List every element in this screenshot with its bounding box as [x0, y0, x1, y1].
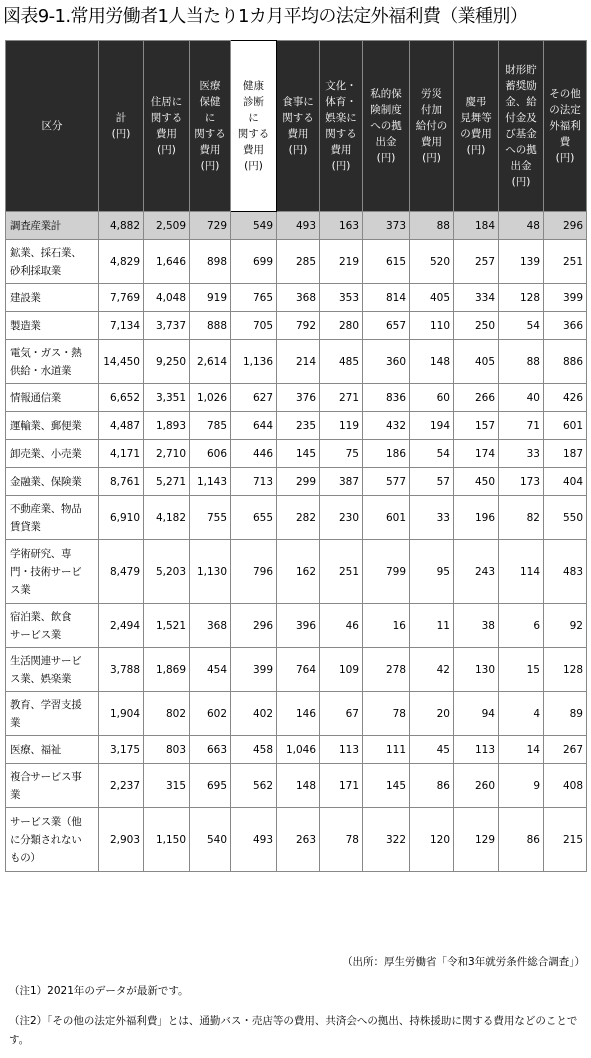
table-cell: 296 [231, 604, 277, 648]
table-cell: 8,479 [99, 540, 144, 604]
table-cell: 2,903 [99, 808, 144, 872]
table-cell: 299 [277, 468, 320, 496]
table-cell: 6,652 [99, 384, 144, 412]
table-cell: 796 [231, 540, 277, 604]
table-cell: 38 [454, 604, 499, 648]
table-cell: 94 [454, 692, 499, 736]
column-header: 医療 保健 に 関する 費用 (円) [190, 41, 231, 212]
table-cell: 113 [454, 736, 499, 764]
table-cell: 353 [320, 284, 363, 312]
table-cell: 540 [190, 808, 231, 872]
table-cell: 219 [320, 240, 363, 284]
table-cell: 16 [363, 604, 410, 648]
table-cell: 14 [499, 736, 544, 764]
welfare-cost-table [5, 40, 587, 872]
table-cell: 919 [190, 284, 231, 312]
table-cell: 792 [277, 312, 320, 340]
table-cell: 785 [190, 412, 231, 440]
column-header: その他 の法定 外福利 費 (円) [544, 41, 587, 212]
table-cell: 446 [231, 440, 277, 468]
table-cell: 296 [544, 212, 587, 240]
table-cell: 520 [410, 240, 454, 284]
table-row [6, 648, 587, 692]
table-cell: 549 [231, 212, 277, 240]
table-cell: 8,761 [99, 468, 144, 496]
table-cell: 898 [190, 240, 231, 284]
table-cell: 1,904 [99, 692, 144, 736]
table-cell: 888 [190, 312, 231, 340]
table-cell: 1,521 [144, 604, 190, 648]
table-cell: 257 [454, 240, 499, 284]
table-cell: 1,026 [190, 384, 231, 412]
table-cell: 9 [499, 764, 544, 808]
table-cell: 95 [410, 540, 454, 604]
table-cell: 601 [544, 412, 587, 440]
table-cell: 3,788 [99, 648, 144, 692]
table-row [6, 736, 587, 764]
column-header: 財形貯 蓄奨励 金、給 付金及 び基金 への拠 出金 (円) [499, 41, 544, 212]
table-cell: 54 [410, 440, 454, 468]
table-cell: 1,893 [144, 412, 190, 440]
table-cell: 368 [277, 284, 320, 312]
table-cell: 606 [190, 440, 231, 468]
table-cell: 114 [499, 540, 544, 604]
table-cell: 405 [410, 284, 454, 312]
table-cell: 251 [320, 540, 363, 604]
table-cell: 285 [277, 240, 320, 284]
table-cell: 194 [410, 412, 454, 440]
table-cell: 408 [544, 764, 587, 808]
table-cell: 1,150 [144, 808, 190, 872]
table-cell: 113 [320, 736, 363, 764]
page-title: 図表9-1.常用労働者1人当たり1カ月平均の法定外福利費（業種別） [3, 6, 528, 27]
column-header: 労災 付加 給付の 費用 (円) [410, 41, 454, 212]
table-cell: 128 [499, 284, 544, 312]
table-cell: 139 [499, 240, 544, 284]
row-label: 複合サービス事 業 [6, 764, 99, 808]
table-cell: 278 [363, 648, 410, 692]
table-cell: 454 [190, 648, 231, 692]
table-cell: 173 [499, 468, 544, 496]
table-cell: 644 [231, 412, 277, 440]
row-label: 電気・ガス・熱 供給・水道業 [6, 340, 99, 384]
table-cell: 4,829 [99, 240, 144, 284]
table-cell: 82 [499, 496, 544, 540]
row-label: 卸売業、小売業 [6, 440, 99, 468]
table-row [6, 496, 587, 540]
table-cell: 78 [363, 692, 410, 736]
table-cell: 71 [499, 412, 544, 440]
table-cell: 109 [320, 648, 363, 692]
table-cell: 9,250 [144, 340, 190, 384]
row-label: 金融業、保険業 [6, 468, 99, 496]
table-cell: 368 [190, 604, 231, 648]
table-row [6, 212, 587, 240]
table-cell: 396 [277, 604, 320, 648]
table-cell: 2,710 [144, 440, 190, 468]
table-cell: 214 [277, 340, 320, 384]
row-label: サービス業（他 に分類されない もの） [6, 808, 99, 872]
table-cell: 1,130 [190, 540, 231, 604]
table-cell: 577 [363, 468, 410, 496]
table-cell: 86 [499, 808, 544, 872]
table-cell: 729 [190, 212, 231, 240]
table-cell: 1,136 [231, 340, 277, 384]
table-cell: 602 [190, 692, 231, 736]
table-cell: 1,046 [277, 736, 320, 764]
table-cell: 6 [499, 604, 544, 648]
table-cell: 2,614 [190, 340, 231, 384]
table-cell: 119 [320, 412, 363, 440]
table-cell: 148 [410, 340, 454, 384]
table-cell: 130 [454, 648, 499, 692]
table-cell: 387 [320, 468, 363, 496]
column-header: 慶弔 見舞等 の費用 (円) [454, 41, 499, 212]
column-header: 計 (円) [99, 41, 144, 212]
table-row [6, 468, 587, 496]
table-cell: 405 [454, 340, 499, 384]
table-cell: 196 [454, 496, 499, 540]
table-cell: 399 [544, 284, 587, 312]
table-cell: 886 [544, 340, 587, 384]
table-cell: 60 [410, 384, 454, 412]
table-row [6, 440, 587, 468]
table-cell: 230 [320, 496, 363, 540]
column-header: 住居に 関する 費用 (円) [144, 41, 190, 212]
table-cell: 315 [144, 764, 190, 808]
table-cell: 263 [277, 808, 320, 872]
table-cell: 33 [499, 440, 544, 468]
row-label: 鉱業、採石業、 砂利採取業 [6, 240, 99, 284]
table-cell: 404 [544, 468, 587, 496]
table-cell: 243 [454, 540, 499, 604]
table-cell: 186 [363, 440, 410, 468]
table-cell: 89 [544, 692, 587, 736]
table-cell: 215 [544, 808, 587, 872]
table-cell: 163 [320, 212, 363, 240]
table-cell: 88 [410, 212, 454, 240]
table-cell: 3,175 [99, 736, 144, 764]
table-cell: 267 [544, 736, 587, 764]
table-cell: 57 [410, 468, 454, 496]
table-cell: 271 [320, 384, 363, 412]
table-cell: 86 [410, 764, 454, 808]
table-cell: 1,143 [190, 468, 231, 496]
table-body [6, 212, 587, 872]
table-cell: 366 [544, 312, 587, 340]
table-cell: 4,182 [144, 496, 190, 540]
table-cell: 765 [231, 284, 277, 312]
table-row [6, 764, 587, 808]
table-cell: 235 [277, 412, 320, 440]
table-cell: 485 [320, 340, 363, 384]
table-cell: 120 [410, 808, 454, 872]
table-cell: 14,450 [99, 340, 144, 384]
source-note: （出所：厚生労働省「令和3年就労条件総合調査」） [342, 956, 585, 968]
table-cell: 695 [190, 764, 231, 808]
table-cell: 78 [320, 808, 363, 872]
table-cell: 282 [277, 496, 320, 540]
table-cell: 5,271 [144, 468, 190, 496]
table-cell: 426 [544, 384, 587, 412]
table-cell: 562 [231, 764, 277, 808]
table-row [6, 604, 587, 648]
table-cell: 88 [499, 340, 544, 384]
table-cell: 4,882 [99, 212, 144, 240]
table-cell: 657 [363, 312, 410, 340]
column-header: 文化・ 体育・ 娯楽に 関する 費用 (円) [320, 41, 363, 212]
row-label: 建設業 [6, 284, 99, 312]
table-cell: 373 [363, 212, 410, 240]
table-cell: 148 [277, 764, 320, 808]
row-label: 学術研究、専 門・技術サービ ス業 [6, 540, 99, 604]
table-cell: 7,134 [99, 312, 144, 340]
row-label: 情報通信業 [6, 384, 99, 412]
table-cell: 111 [363, 736, 410, 764]
table-row [6, 808, 587, 872]
table-cell: 280 [320, 312, 363, 340]
table-row [6, 340, 587, 384]
table-cell: 3,351 [144, 384, 190, 412]
table-cell: 4,487 [99, 412, 144, 440]
table-cell: 7,769 [99, 284, 144, 312]
table-cell: 764 [277, 648, 320, 692]
table-cell: 493 [231, 808, 277, 872]
table-cell: 360 [363, 340, 410, 384]
table-cell: 162 [277, 540, 320, 604]
table-cell: 251 [544, 240, 587, 284]
footnote-1: （注1）2021年のデータが最新です。 [9, 985, 189, 997]
table-cell: 376 [277, 384, 320, 412]
column-header: 食事に 関する 費用 (円) [277, 41, 320, 212]
table-cell: 836 [363, 384, 410, 412]
table-row [6, 692, 587, 736]
table-cell: 601 [363, 496, 410, 540]
table-cell: 802 [144, 692, 190, 736]
table-cell: 40 [499, 384, 544, 412]
table-cell: 4,171 [99, 440, 144, 468]
table-cell: 92 [544, 604, 587, 648]
table-cell: 322 [363, 808, 410, 872]
column-header: 区分 [6, 41, 99, 212]
table-cell: 11 [410, 604, 454, 648]
table-cell: 48 [499, 212, 544, 240]
table-cell: 814 [363, 284, 410, 312]
table-cell: 1,646 [144, 240, 190, 284]
table-cell: 1,869 [144, 648, 190, 692]
table-cell: 334 [454, 284, 499, 312]
table-cell: 803 [144, 736, 190, 764]
table-cell: 46 [320, 604, 363, 648]
table-cell: 184 [454, 212, 499, 240]
table-cell: 3,737 [144, 312, 190, 340]
table-row [6, 284, 587, 312]
row-label: 調査産業計 [6, 212, 99, 240]
header-row [6, 41, 587, 212]
table-cell: 42 [410, 648, 454, 692]
table-cell: 663 [190, 736, 231, 764]
table-cell: 260 [454, 764, 499, 808]
table-cell: 174 [454, 440, 499, 468]
table-cell: 699 [231, 240, 277, 284]
table-cell: 15 [499, 648, 544, 692]
table-row [6, 240, 587, 284]
table-row [6, 384, 587, 412]
table-cell: 799 [363, 540, 410, 604]
table-cell: 6,910 [99, 496, 144, 540]
table-cell: 713 [231, 468, 277, 496]
table-cell: 146 [277, 692, 320, 736]
table-cell: 45 [410, 736, 454, 764]
row-label: 教育、学習支援 業 [6, 692, 99, 736]
table-cell: 157 [454, 412, 499, 440]
table-cell: 705 [231, 312, 277, 340]
table-cell: 450 [454, 468, 499, 496]
row-label: 医療、福祉 [6, 736, 99, 764]
table-cell: 2,509 [144, 212, 190, 240]
table-cell: 128 [544, 648, 587, 692]
table-cell: 4 [499, 692, 544, 736]
table-cell: 250 [454, 312, 499, 340]
table-row [6, 412, 587, 440]
table-cell: 54 [499, 312, 544, 340]
table-cell: 67 [320, 692, 363, 736]
table-cell: 20 [410, 692, 454, 736]
table-cell: 402 [231, 692, 277, 736]
row-label: 運輸業、郵便業 [6, 412, 99, 440]
row-label: 宿泊業、飲食 サービス業 [6, 604, 99, 648]
column-header: 健康 診断 に 関する 費用 (円) [231, 41, 277, 212]
table-cell: 655 [231, 496, 277, 540]
table-cell: 2,237 [99, 764, 144, 808]
table-cell: 755 [190, 496, 231, 540]
table-cell: 550 [544, 496, 587, 540]
table-cell: 145 [363, 764, 410, 808]
table-cell: 5,203 [144, 540, 190, 604]
table-cell: 493 [277, 212, 320, 240]
table-cell: 110 [410, 312, 454, 340]
row-label: 製造業 [6, 312, 99, 340]
table-cell: 266 [454, 384, 499, 412]
table-cell: 187 [544, 440, 587, 468]
table-cell: 483 [544, 540, 587, 604]
table-row [6, 312, 587, 340]
table-cell: 399 [231, 648, 277, 692]
table-cell: 458 [231, 736, 277, 764]
table-cell: 615 [363, 240, 410, 284]
table-cell: 129 [454, 808, 499, 872]
table-cell: 171 [320, 764, 363, 808]
row-label: 不動産業、物品 賃貸業 [6, 496, 99, 540]
table-cell: 33 [410, 496, 454, 540]
column-header: 私的保 険制度 への拠 出金 (円) [363, 41, 410, 212]
footnote-2: （注2）「その他の法定外福利費」とは、通勤バス・売店等の費用、共済会への拠出、持株援助に関する費用などのことです。 [9, 1015, 578, 1046]
table-cell: 2,494 [99, 604, 144, 648]
row-label: 生活関連サービ ス業、娯楽業 [6, 648, 99, 692]
table-cell: 627 [231, 384, 277, 412]
table-cell: 75 [320, 440, 363, 468]
table-cell: 4,048 [144, 284, 190, 312]
table-cell: 432 [363, 412, 410, 440]
table-cell: 145 [277, 440, 320, 468]
table-row [6, 540, 587, 604]
